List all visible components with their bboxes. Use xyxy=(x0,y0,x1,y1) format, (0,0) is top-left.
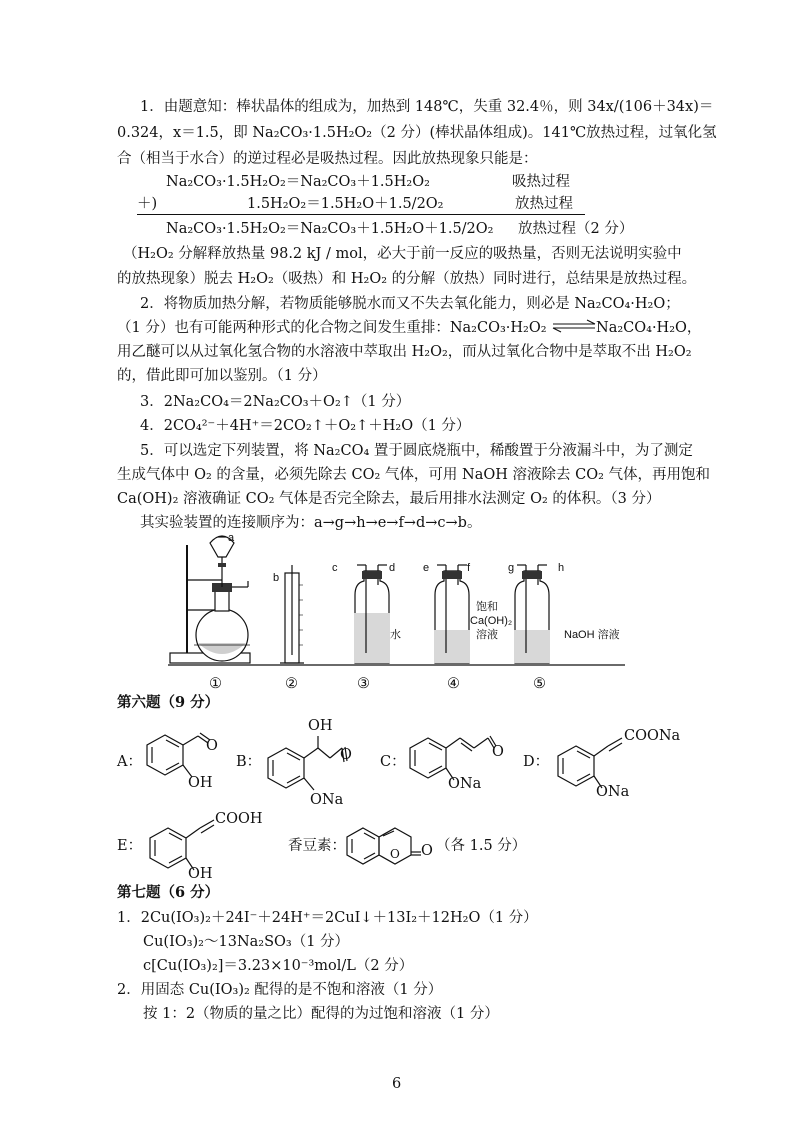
apparatus-number-5: ⑤ xyxy=(533,676,546,692)
page-number: 6 xyxy=(392,1076,402,1092)
apparatus-number-4: ④ xyxy=(447,676,460,692)
apparatus-number-2: ② xyxy=(285,676,298,692)
equation-row-2-tag: 放热过程 xyxy=(515,196,573,212)
struct-a-oh: OH xyxy=(188,775,213,791)
equation-sum-line xyxy=(137,214,585,215)
struct-b-label: B： xyxy=(236,754,262,770)
label-d: d xyxy=(389,562,396,574)
struct-b-ona: ONa xyxy=(310,792,344,808)
label-caoh-1: 饱和 xyxy=(476,601,498,613)
equation-row-2: 1.5H₂O₂＝1.5H₂O＋1.5/2O₂ xyxy=(247,196,444,212)
struct-c-label: C： xyxy=(380,754,406,770)
label-b: b xyxy=(273,572,280,584)
struct-b-o: O xyxy=(340,747,352,763)
q7-line-1: 1．2Cu(IO₃)₂＋24I⁻＋24H⁺＝2CuI↓＋13I₂＋12H₂O（1 分） xyxy=(117,910,538,926)
label-caoh-3: 溶液 xyxy=(476,629,498,641)
equation-row-1-tag: 吸热过程 xyxy=(512,174,570,190)
answer-4: 4．2CO₄²⁻＋4H⁺＝2CO₂↑＋O₂↑＋H₂O（1 分） xyxy=(140,418,471,434)
q7-line-2: Cu(IO₃)₂～13Na₂SO₃（1 分） xyxy=(143,934,350,950)
q6-score: （各 1.5 分） xyxy=(436,838,527,854)
coumarin-o-carbonyl: O xyxy=(421,843,433,859)
answer-1-line-1: 1．由题意知：棒状晶体的组成为，加热到 148℃，失重 32.4％，则 34x/(106＋34x)＝ xyxy=(140,99,714,115)
struct-e-oh: OH xyxy=(188,866,213,882)
answer-5-line-4: 其实验装置的连接顺序为：a→g→h→e→f→d→c→b。 xyxy=(140,515,482,531)
answer-2-line-2b: Na₂CO₄·H₂O， xyxy=(596,320,702,336)
answer-2-line-2a: （1 分）也有可能两种形式的化合物之间发生重排：Na₂CO₃·H₂O₂ xyxy=(117,320,547,336)
struct-d-label: D： xyxy=(523,754,550,770)
equation-row-1: Na₂CO₃·1.5H₂O₂＝Na₂CO₃＋1.5H₂O₂ xyxy=(166,174,430,190)
apparatus-number-1: ① xyxy=(209,676,222,692)
label-f: f xyxy=(467,562,471,574)
answer-1-line-3: 合（相当于水合）的逆过程必是吸热过程。因此放热现象只能是： xyxy=(117,151,538,167)
struct-a-o: O xyxy=(206,738,218,754)
label-a: a xyxy=(228,532,235,544)
equilibrium-arrow-icon xyxy=(551,318,599,334)
struct-e-label: E： xyxy=(117,838,143,854)
struct-c-ona: ONa xyxy=(448,776,482,792)
answer-2-line-4: 的，借此即可加以鉴别。（1 分） xyxy=(117,368,327,384)
coumarin-label: 香豆素： xyxy=(288,838,346,854)
struct-a-label: A： xyxy=(117,754,142,770)
answer-5-line-3: Ca(OH)₂ 溶液确证 CO₂ 气体是否完全除去，最后用排水法测定 O₂ 的体积。（3 分） xyxy=(117,491,661,507)
q6-heading: 第六题（9 分） xyxy=(117,694,220,711)
coumarin-o-ring: O xyxy=(390,847,400,861)
q7-line-5: 按 1：2（物质的量之比）配得的为过饱和溶液（1 分） xyxy=(143,1006,499,1022)
struct-e-cooh: COOH xyxy=(215,811,263,827)
struct-d-coona: COONa xyxy=(624,728,681,744)
label-naoh: NaOH 溶液 xyxy=(564,629,620,641)
answer-5-line-1: 5．可以选定下列装置，将 Na₂CO₄ 置于圆底烧瓶中，稀酸置于分液漏斗中，为了测定 xyxy=(140,443,693,459)
answer-2-line-3: 用乙醚可以从过氧化氢合物的水溶液中萃取出 H₂O₂，而从过氧化合物中是萃取不出 H₂O₂ xyxy=(117,344,692,360)
apparatus-number-3: ③ xyxy=(357,676,370,692)
answer-1-note-line-1: （H₂O₂ 分解释放热量 98.2 kJ / mol，必大于前一反应的吸热量，否则无法说明实验中 xyxy=(123,246,682,262)
label-water: 水 xyxy=(390,629,401,641)
equation-row-3-tag: 放热过程（2 分） xyxy=(518,221,634,237)
q7-line-3: c[Cu(IO₃)₂]＝3.23×10⁻³mol/L（2 分） xyxy=(143,958,414,974)
apparatus-diagram xyxy=(150,525,650,695)
answer-3: 3．2Na₂CO₄＝2Na₂CO₃＋O₂↑（1 分） xyxy=(140,394,411,410)
label-h: h xyxy=(558,562,565,574)
struct-b-oh: OH xyxy=(308,718,333,734)
answer-2-line-1: 2．将物质加热分解，若物质能够脱水而又不失去氧化能力，则必是 Na₂CO₄·H₂O； xyxy=(140,296,680,312)
struct-d-ona: ONa xyxy=(596,784,630,800)
q7-line-4: 2．用固态 Cu(IO₃)₂ 配得的是不饱和溶液（1 分） xyxy=(117,982,443,998)
equation-row-3: Na₂CO₃·1.5H₂O₂＝Na₂CO₃＋1.5H₂O＋1.5/2O₂ xyxy=(166,221,494,237)
struct-c-o: O xyxy=(492,744,504,760)
answer-5-line-2: 生成气体中 O₂ 的含量，必须先除去 CO₂ 气体，可用 NaOH 溶液除去 CO₂ 气体，再用饱和 xyxy=(117,467,711,483)
label-g: g xyxy=(508,562,515,574)
label-caoh-2: Ca(OH)₂ xyxy=(470,615,513,627)
label-c: c xyxy=(332,562,338,574)
answer-1-line-2: 0.324，x＝1.5，即 Na₂CO₃·1.5H₂O₂（2 分）(棒状晶体组成)。141℃放热过程，过氧化氢 xyxy=(117,125,717,141)
q7-heading: 第七题（6 分） xyxy=(117,884,220,901)
label-e: e xyxy=(423,562,430,574)
equation-plus: ＋) xyxy=(137,196,158,212)
answer-1-note-line-2: 的放热现象）脱去 H₂O₂（吸热）和 H₂O₂ 的分解（放热）同时进行，总结果是放热过程。 xyxy=(117,271,697,287)
